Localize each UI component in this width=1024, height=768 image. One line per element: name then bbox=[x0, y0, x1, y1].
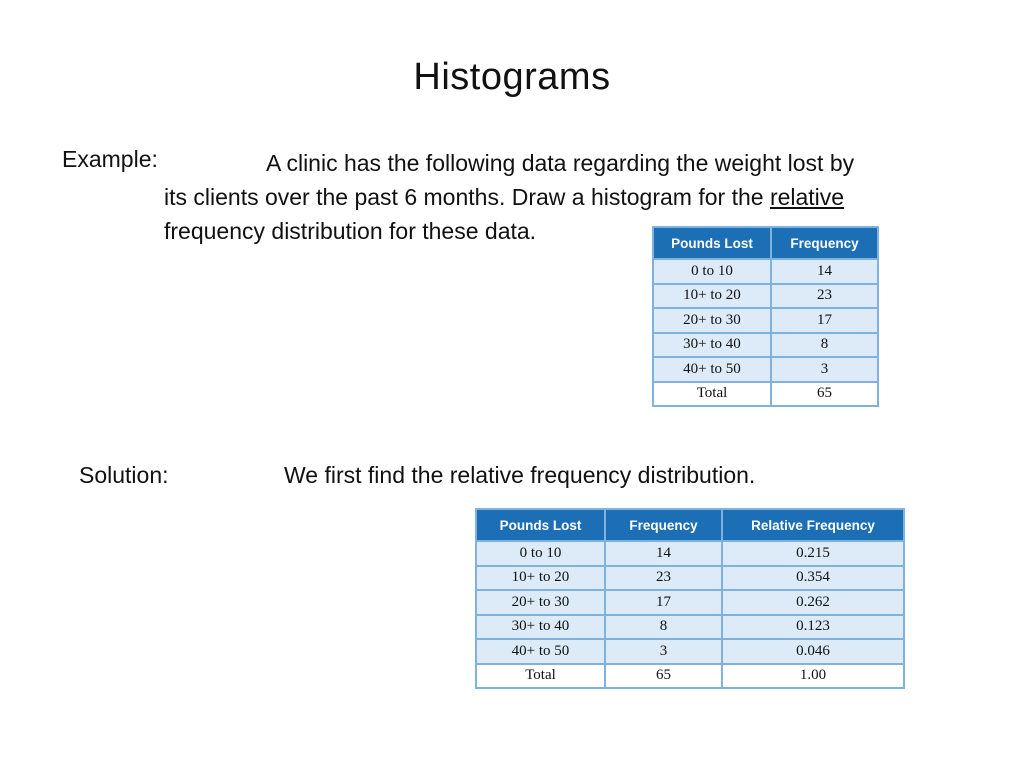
total-label: Total bbox=[653, 382, 771, 407]
header-frequency: Frequency bbox=[605, 509, 722, 541]
cell-pounds-lost: 10+ to 20 bbox=[476, 566, 605, 591]
slide-title: Histograms bbox=[413, 56, 611, 98]
total-frequency: 65 bbox=[771, 382, 878, 407]
total-label: Total bbox=[476, 664, 605, 689]
total-relative-frequency: 1.00 bbox=[722, 664, 904, 689]
cell-pounds-lost: 0 to 10 bbox=[653, 259, 771, 284]
cell-relative-frequency: 0.123 bbox=[722, 615, 904, 640]
example-label: Example: bbox=[62, 146, 158, 172]
frequency-table bbox=[652, 226, 879, 407]
example-line-1: A clinic has the following data regarding the weight lost by bbox=[266, 150, 855, 176]
header-pounds-lost: Pounds Lost bbox=[476, 509, 605, 541]
cell-pounds-lost: 10+ to 20 bbox=[653, 284, 771, 309]
table-row bbox=[476, 590, 904, 615]
example-line-2: its clients over the past 6 months. Draw a histogram for the bbox=[164, 184, 770, 210]
header-pounds-lost: Pounds Lost bbox=[653, 227, 771, 259]
table-row bbox=[476, 566, 904, 591]
relative-underlined: relative bbox=[769, 184, 845, 210]
table-row bbox=[653, 357, 878, 382]
total-row bbox=[653, 382, 878, 407]
table-row bbox=[653, 333, 878, 358]
header-relative-frequency: Relative Frequency bbox=[722, 509, 904, 541]
cell-pounds-lost: 0 to 10 bbox=[476, 541, 605, 566]
example-line-3: frequency distribution for these data. bbox=[164, 218, 537, 244]
cell-pounds-lost: 30+ to 40 bbox=[653, 333, 771, 358]
cell-relative-frequency: 0.215 bbox=[722, 541, 904, 566]
cell-frequency: 8 bbox=[605, 615, 722, 640]
cell-frequency: 14 bbox=[605, 541, 722, 566]
table-row bbox=[653, 284, 878, 309]
cell-frequency: 3 bbox=[605, 639, 722, 664]
cell-relative-frequency: 0.354 bbox=[722, 566, 904, 591]
table-row bbox=[476, 639, 904, 664]
relative-frequency-table bbox=[475, 508, 905, 689]
header-frequency: Frequency bbox=[771, 227, 878, 259]
cell-frequency: 3 bbox=[771, 357, 878, 382]
cell-pounds-lost: 30+ to 40 bbox=[476, 615, 605, 640]
table-row bbox=[476, 541, 904, 566]
table-row bbox=[653, 308, 878, 333]
cell-pounds-lost: 20+ to 30 bbox=[653, 308, 771, 333]
cell-pounds-lost: 40+ to 50 bbox=[653, 357, 771, 382]
cell-relative-frequency: 0.262 bbox=[722, 590, 904, 615]
solution-text: We first find the relative frequency distribution. bbox=[284, 462, 756, 488]
total-frequency: 65 bbox=[605, 664, 722, 689]
cell-frequency: 14 bbox=[771, 259, 878, 284]
total-row bbox=[476, 664, 904, 689]
cell-frequency: 17 bbox=[605, 590, 722, 615]
cell-frequency: 23 bbox=[605, 566, 722, 591]
solution-label: Solution: bbox=[79, 462, 169, 488]
table-row bbox=[476, 615, 904, 640]
cell-pounds-lost: 20+ to 30 bbox=[476, 590, 605, 615]
cell-frequency: 8 bbox=[771, 333, 878, 358]
cell-pounds-lost: 40+ to 50 bbox=[476, 639, 605, 664]
table-row bbox=[653, 259, 878, 284]
cell-frequency: 23 bbox=[771, 284, 878, 309]
cell-relative-frequency: 0.046 bbox=[722, 639, 904, 664]
cell-frequency: 17 bbox=[771, 308, 878, 333]
